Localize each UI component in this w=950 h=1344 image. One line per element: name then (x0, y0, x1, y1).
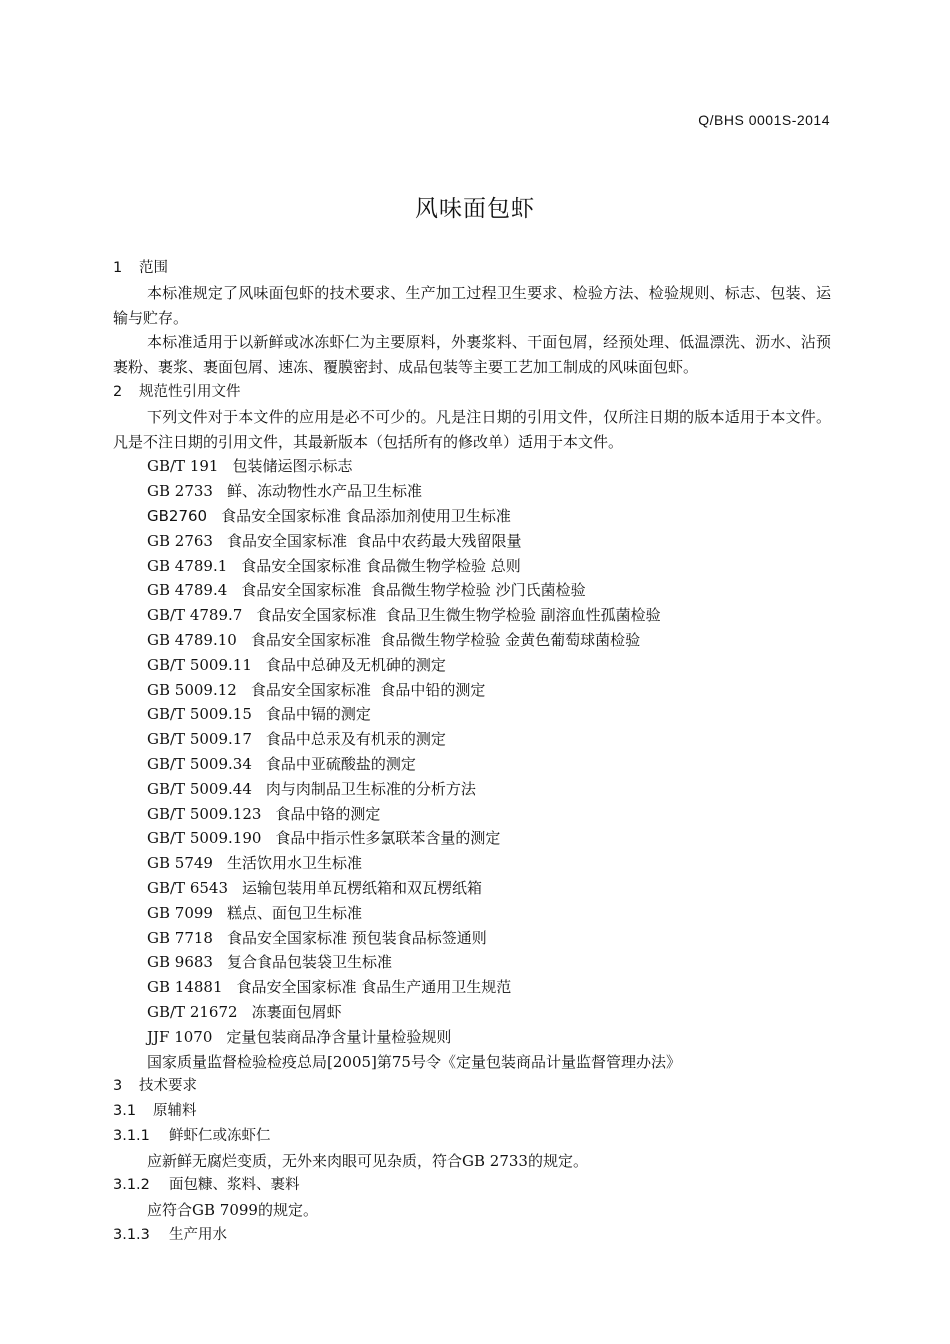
reference-name: 包装储运图示标志 (232, 457, 353, 476)
section-heading (113, 380, 831, 405)
reference-code: GB 2733 (147, 482, 213, 501)
reference-item (113, 603, 831, 628)
reference-name: 糕点、面包卫生标准 (226, 903, 362, 922)
reference-name: 生活饮用水卫生标准 (226, 854, 362, 873)
reference-name: 食品中镉的测定 (265, 705, 371, 724)
reference-code: GB 5749 (147, 854, 213, 873)
reference-code: GB/T 5009.17 (147, 730, 252, 749)
paragraph: 应符合GB 7099的规定。 (147, 1201, 318, 1220)
section-number: 2 (113, 383, 123, 400)
reference-item (113, 926, 831, 951)
document-body (113, 256, 831, 1248)
subsection-heading (113, 1124, 831, 1149)
section-heading (113, 256, 831, 281)
reference-name: 食品中总砷及无机砷的测定 (265, 655, 446, 674)
reference-name: 食品中总汞及有机汞的测定 (265, 730, 446, 749)
section-number: 3.1.1 (113, 1127, 150, 1144)
reference-name: 复合食品包装袋卫生标准 (226, 953, 392, 972)
reference-code: GB 4789.4 (147, 581, 228, 600)
reference-code: GB 4789.10 (147, 630, 237, 649)
section-number: 3.1.3 (113, 1227, 150, 1244)
reference-name: 鲜、冻动物性水产品卫生标准 (226, 482, 422, 501)
reference-item (113, 851, 831, 876)
reference-name: 肉与肉制品卫生标准的分析方法 (265, 779, 476, 798)
section-heading (113, 1074, 831, 1099)
reference-code: GB 14881 (147, 978, 223, 997)
reference-item (113, 826, 831, 851)
reference-name: 食品安全国家标准 预包装食品标签通则 (226, 928, 487, 947)
reference-item (113, 504, 831, 529)
reference-item (113, 678, 831, 703)
reference-code: GB 7718 (147, 928, 213, 947)
paragraph: 应新鲜无腐烂变质，无外来肉眼可见杂质，符合GB 2733的规定。 (147, 1151, 588, 1170)
subsection-heading (113, 1173, 831, 1198)
reference-code: GB/T 5009.123 (147, 804, 262, 823)
reference-name: 食品中铬的测定 (275, 804, 381, 823)
reference-code: GB/T 5009.44 (147, 779, 252, 798)
section-title: 技术要求 (139, 1078, 197, 1095)
reference-name: 食品中亚硫酸盐的测定 (265, 754, 416, 773)
subsection-heading (113, 1223, 831, 1248)
reference-item (113, 802, 831, 827)
reference-item (113, 554, 831, 579)
reference-item (113, 876, 831, 901)
reference-item (113, 628, 831, 653)
reference-item (113, 975, 831, 1000)
reference-name: 食品安全国家标准 食品微生物学检验 总则 (241, 556, 521, 575)
reference-name: 食品安全国家标准 食品卫生微生物学检验 副溶血性孤菌检验 (256, 606, 661, 625)
document-code: Q/BHS 0001S-2014 (698, 112, 830, 128)
reference-code: GB 2763 (147, 531, 213, 550)
reference-code: GB 5009.12 (147, 680, 237, 699)
reference-code: GB2760 (147, 506, 208, 525)
reference-name: 食品安全国家标准 食品中铅的测定 (250, 680, 486, 699)
reference-item (113, 479, 831, 504)
reference-code: GB 4789.1 (147, 556, 228, 575)
reference-name: 食品安全国家标准 食品生产通用卫生规范 (236, 978, 512, 997)
section-title: 鲜虾仁或冻虾仁 (169, 1127, 271, 1144)
reference-list (113, 454, 831, 1049)
reference-name: 运输包装用单瓦楞纸箱和双瓦楞纸箱 (242, 878, 483, 897)
section-title: 规范性引用文件 (139, 383, 241, 400)
reference-code: GB 9683 (147, 953, 213, 972)
reference-item (113, 950, 831, 975)
reference-item (113, 454, 831, 479)
reference-item (113, 777, 831, 802)
reference-code: GB/T 5009.11 (147, 655, 252, 674)
paragraph: 本标准适用于以新鲜或冰冻虾仁为主要原料，外裹浆料、干面包屑，经预处理、低温漂洗、沥水、沾预裹粉、裹浆、裹面包屑、速冻、覆膜密封、成品包装等主要工艺加工制成的风味面包虾。 (113, 333, 831, 377)
reference-item (113, 752, 831, 777)
reference-name: 冻裹面包屑虾 (251, 1002, 342, 1021)
section-title: 原辅料 (153, 1103, 197, 1120)
reference-code: GB/T 5009.190 (147, 829, 262, 848)
decree-reference: 国家质量监督检验检疫总局[2005]第75号令《定量包装商品计量监督管理办法》 (147, 1052, 681, 1071)
section-number: 3.1.2 (113, 1177, 150, 1194)
reference-code: GB/T 6543 (147, 878, 229, 897)
reference-code: GB/T 5009.15 (147, 705, 252, 724)
page-title: 风味面包虾 (415, 196, 535, 222)
section-number: 3.1 (113, 1103, 137, 1120)
reference-name: 食品安全国家标准 食品中农药最大残留限量 (226, 531, 522, 550)
reference-name: 食品安全国家标准 食品微生物学检验 沙门氏菌检验 (241, 581, 586, 600)
reference-code: JJF 1070 (147, 1027, 213, 1046)
reference-name: 食品安全国家标准 食品微生物学检验 金黄色葡萄球菌检验 (250, 630, 641, 649)
reference-code: GB/T 191 (147, 457, 219, 476)
reference-item (113, 653, 831, 678)
reference-item (113, 901, 831, 926)
reference-item (113, 702, 831, 727)
reference-code: GB/T 5009.34 (147, 754, 252, 773)
section-number: 1 (113, 260, 123, 276)
reference-code: GB/T 4789.7 (147, 606, 243, 625)
reference-item (113, 529, 831, 554)
reference-item (113, 578, 831, 603)
section-number: 3 (113, 1078, 123, 1095)
reference-item (113, 1000, 831, 1025)
section-title: 范围 (139, 260, 168, 276)
reference-name: 食品安全国家标准 食品添加剂使用卫生标准 (221, 506, 511, 525)
paragraph: 下列文件对于本文件的应用是必不可少的。凡是注日期的引用文件，仅所注日期的版本适用于本文件。凡是不注日期的引用文件，其最新版本（包括所有的修改单）适用于本文件。 (113, 407, 831, 451)
section-title: 面包糠、浆料、裹料 (169, 1177, 300, 1194)
subsection-heading (113, 1099, 831, 1124)
reference-name: 食品中指示性多氯联苯含量的测定 (275, 829, 501, 848)
reference-code: GB 7099 (147, 903, 213, 922)
reference-item (113, 1025, 831, 1050)
reference-code: GB/T 21672 (147, 1002, 238, 1021)
reference-name: 定量包装商品净含量计量检验规则 (226, 1027, 452, 1046)
section-title: 生产用水 (169, 1227, 227, 1244)
reference-item (113, 727, 831, 752)
paragraph: 本标准规定了风味面包虾的技术要求、生产加工过程卫生要求、检验方法、检验规则、标志、包装、运输与贮存。 (113, 283, 831, 327)
